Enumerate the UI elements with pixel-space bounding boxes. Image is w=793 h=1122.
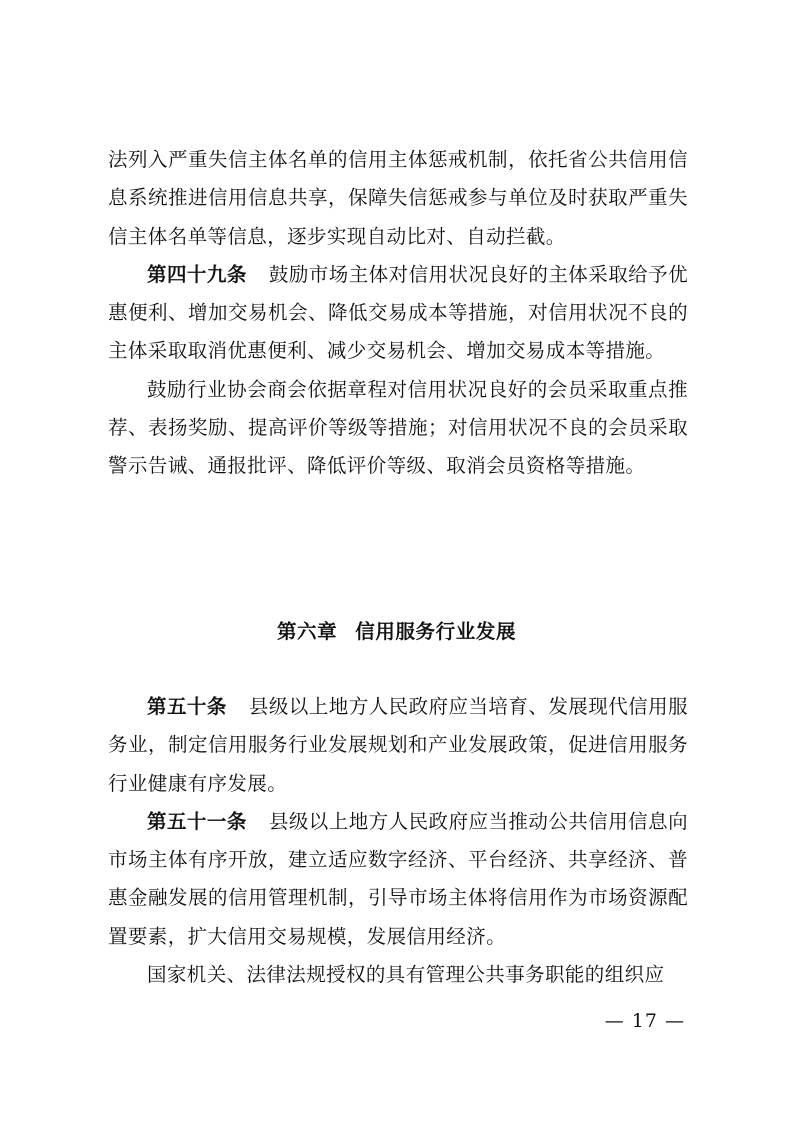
article-number: 第五十一条 (147, 809, 247, 833)
upper-text-block (108, 141, 688, 486)
paragraph-text: 鼓励行业协会商会依据章程对信用状况良好的会员采取重点推荐、表扬奖励、提高评价等级等措施；对信用状况不良的会员采取警示告诫、通报批评、降低评价等级、取消会员资格等措施。 (108, 377, 688, 478)
chapter-heading (0, 616, 793, 644)
paragraph-text: 县级以上地方人民政府应当培育、发展现代信用服务业，制定信用服务行业发展规划和产业发展政策，促进信用服务行业健康有序发展。 (108, 695, 688, 795)
article-50 (108, 688, 688, 803)
paragraph-continued (108, 141, 688, 256)
article-number: 第五十条 (147, 695, 227, 718)
article-49 (108, 256, 688, 371)
paragraph-text: 鼓励市场主体对信用状况良好的主体采取给予优惠便利、增加交易机会、降低交易成本等措施，对信用状况不良的主体采取取消优惠便利、减少交易机会、增加交易成本等措施。 (108, 262, 688, 363)
chapter-number: 第六章 (276, 620, 338, 643)
paragraph (108, 371, 688, 486)
paragraph (108, 956, 688, 994)
article-number: 第四十九条 (147, 262, 247, 286)
page-number: — 17 — (604, 1010, 685, 1032)
article-51 (108, 803, 688, 956)
chapter-title: 信用服务行业发展 (355, 620, 517, 643)
paragraph-text: 法列入严重失信主体名单的信用主体惩戒机制，依托省公共信用信息系统推进信用信息共享，保障失信惩戒参与单位及时获取严重失信主体名单等信息，逐步实现自动比对、自动拦截。 (108, 148, 688, 248)
paragraph-text: 县级以上地方人民政府应当推动公共信用信息向市场主体有序开放，建立适应数字经济、平台经济、共享经济、普惠金融发展的信用管理机制，引导市场主体将信用作为市场资源配置要素，扩大信用交易规模，发展信用经济。 (108, 809, 688, 948)
paragraph-text: 国家机关、法律法规授权的具有管理公共事务职能的组织应 (147, 963, 665, 987)
lower-text-block (108, 688, 688, 994)
